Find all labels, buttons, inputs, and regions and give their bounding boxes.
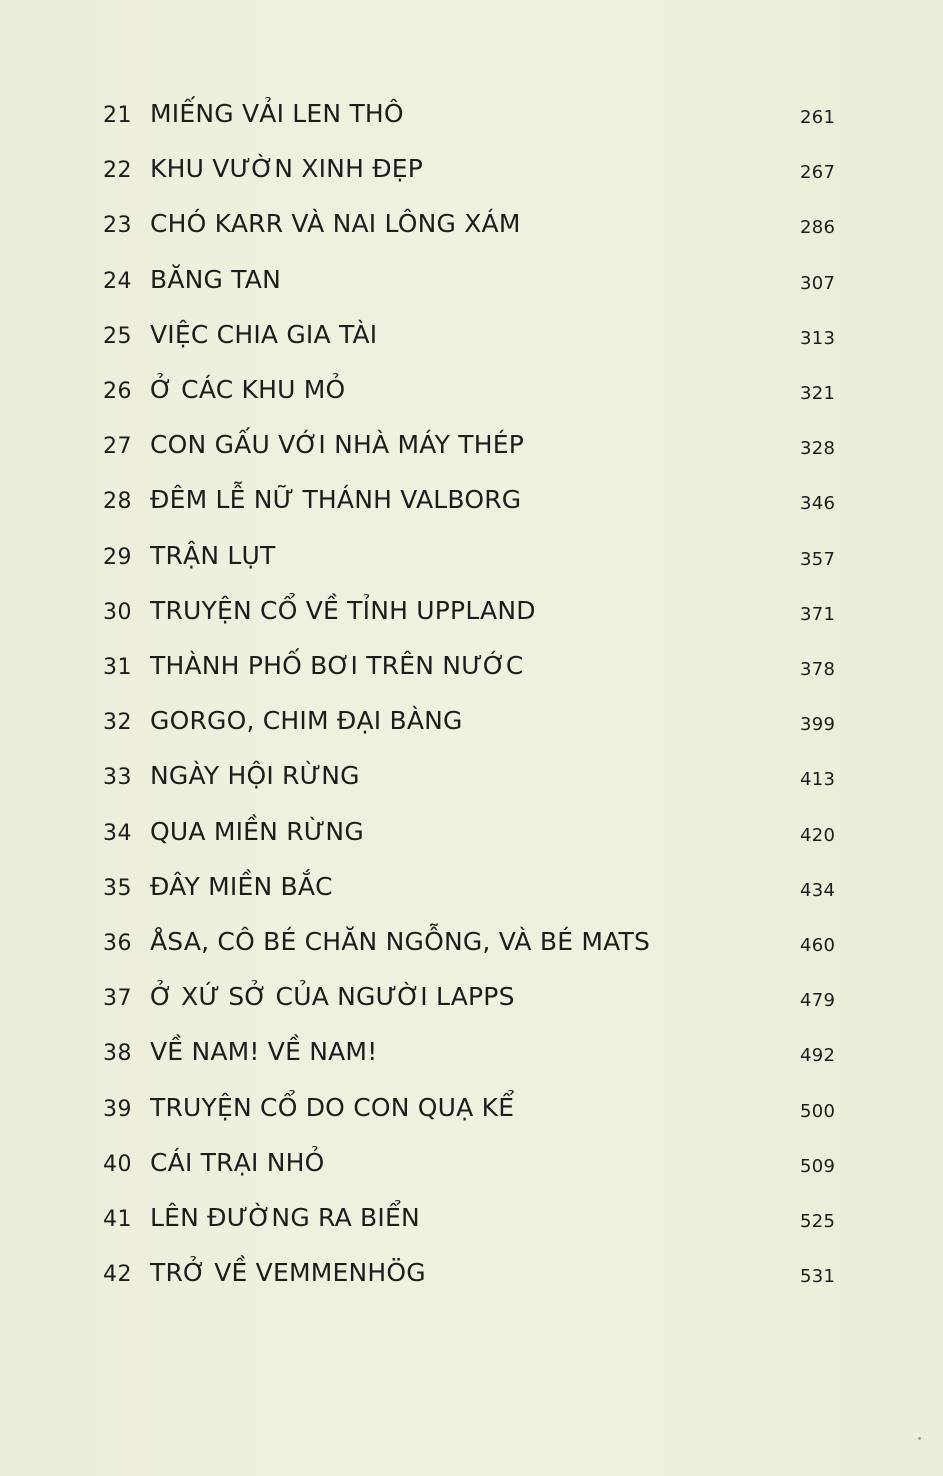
page-number: 267 (800, 162, 836, 184)
toc-entry (0, 649, 943, 689)
chapter-title: TRỞ VỀ VEMMENHÖG (150, 1258, 426, 1288)
chapter-number: 41 (103, 1207, 132, 1232)
chapter-number: 26 (103, 379, 132, 404)
chapter-title: BĂNG TAN (150, 264, 282, 294)
toc-entry (0, 428, 943, 468)
page-number: 399 (800, 714, 836, 736)
chapter-number: 30 (103, 599, 132, 625)
page-number: 413 (800, 769, 836, 791)
chapter-number: 28 (103, 489, 132, 515)
toc-entry (0, 925, 943, 965)
chapter-number: 42 (103, 1262, 132, 1288)
page-number: 525 (800, 1211, 836, 1232)
chapter-number: 25 (103, 323, 132, 349)
page-number: 378 (800, 659, 836, 680)
page-number: 286 (800, 217, 836, 239)
chapter-number: 23 (103, 213, 132, 239)
page-number: 500 (800, 1100, 836, 1122)
chapter-number: 38 (103, 1041, 132, 1067)
chapter-title: QUA MIỀN RỪNG (150, 816, 364, 846)
chapter-title: LÊN ĐƯỜNG RA BIỂN (150, 1203, 420, 1232)
chapter-title: GORGO, CHIM ĐẠI BÀNG (150, 706, 463, 736)
chapter-title: Ở XỨ SỞ CỦA NGƯỜI LAPPS (150, 982, 515, 1012)
chapter-title: NGÀY HỘI RỪNG (150, 761, 360, 791)
chapter-title: KHU VƯỜN XINH ĐẸP (150, 154, 424, 184)
chapter-number: 40 (103, 1151, 132, 1177)
page-number: 261 (800, 107, 836, 128)
toc-entry (0, 980, 943, 1020)
chapter-number: 24 (103, 268, 132, 294)
chapter-title: THÀNH PHỐ BƠI TRÊN NƯỚC (150, 651, 524, 680)
page-number: 328 (800, 438, 836, 460)
chapter-title: ĐÂY MIỀN BẮC (150, 871, 333, 901)
page-number: 307 (800, 272, 836, 294)
toc-entry (0, 318, 943, 358)
toc-entry (0, 1256, 943, 1296)
toc-entry (0, 1201, 943, 1241)
chapter-number: 39 (103, 1096, 132, 1122)
chapter-title: VỀ NAM! VỀ NAM! (150, 1037, 378, 1067)
toc-entry (0, 483, 943, 523)
page-number: 479 (800, 990, 836, 1012)
chapter-number: 32 (103, 710, 132, 736)
toc-entry (0, 704, 943, 744)
chapter-title: TRẬN LỤT (150, 540, 276, 570)
page-number: 531 (800, 1266, 836, 1288)
page-number: 509 (800, 1155, 836, 1177)
chapter-title: VIỆC CHIA GIA TÀI (150, 319, 378, 349)
chapter-number: 27 (103, 434, 132, 460)
toc-entry (0, 1035, 943, 1075)
toc-entry (0, 1146, 943, 1186)
page-number: 321 (800, 383, 836, 404)
chapter-title: CON GẤU VỚI NHÀ MÁY THÉP (150, 430, 524, 460)
toc-entry (0, 207, 943, 247)
chapter-number: 37 (103, 986, 132, 1012)
page-number: 492 (800, 1045, 836, 1067)
chapter-title: CÁI TRẠI NHỎ (150, 1147, 325, 1177)
paper-speck (918, 1437, 921, 1440)
toc-entry (0, 594, 943, 634)
toc-entry (0, 759, 943, 799)
chapter-number: 34 (103, 820, 132, 846)
page-number: 313 (800, 327, 836, 349)
page-number: 420 (800, 824, 836, 846)
toc-entry (0, 815, 943, 855)
chapter-number: 31 (103, 655, 132, 680)
toc-entry (0, 152, 943, 192)
toc-entry (0, 1091, 943, 1131)
chapter-number: 29 (103, 544, 132, 570)
chapter-title: CHÓ KARR VÀ NAI LÔNG XÁM (150, 209, 521, 239)
chapter-number: 21 (103, 103, 132, 128)
page-number: 346 (800, 493, 836, 515)
toc-entry (0, 97, 943, 137)
chapter-number: 36 (103, 931, 132, 956)
chapter-title: MIẾNG VẢI LEN THÔ (150, 99, 404, 128)
page-number: 434 (800, 879, 836, 901)
chapter-title: TRUYỆN CỔ VỀ TỈNH UPPLAND (150, 595, 536, 625)
chapter-number: 22 (103, 158, 132, 184)
chapter-title: Ở CÁC KHU MỎ (150, 375, 346, 404)
chapter-title: ÅSA, CÔ BÉ CHĂN NGỖNG, VÀ BÉ MATS (150, 927, 651, 956)
toc-entry (0, 539, 943, 579)
chapter-number: 33 (103, 765, 132, 791)
toc-entry (0, 870, 943, 910)
chapter-number: 35 (103, 875, 132, 901)
chapter-title: ĐÊM LỄ NỮ THÁNH VALBORG (150, 485, 522, 515)
page-number: 371 (800, 603, 836, 625)
page-number: 460 (800, 935, 836, 956)
toc-entry (0, 263, 943, 303)
page-number: 357 (800, 548, 836, 570)
toc-entry (0, 373, 943, 413)
chapter-title: TRUYỆN CỔ DO CON QUẠ KỂ (150, 1092, 515, 1122)
